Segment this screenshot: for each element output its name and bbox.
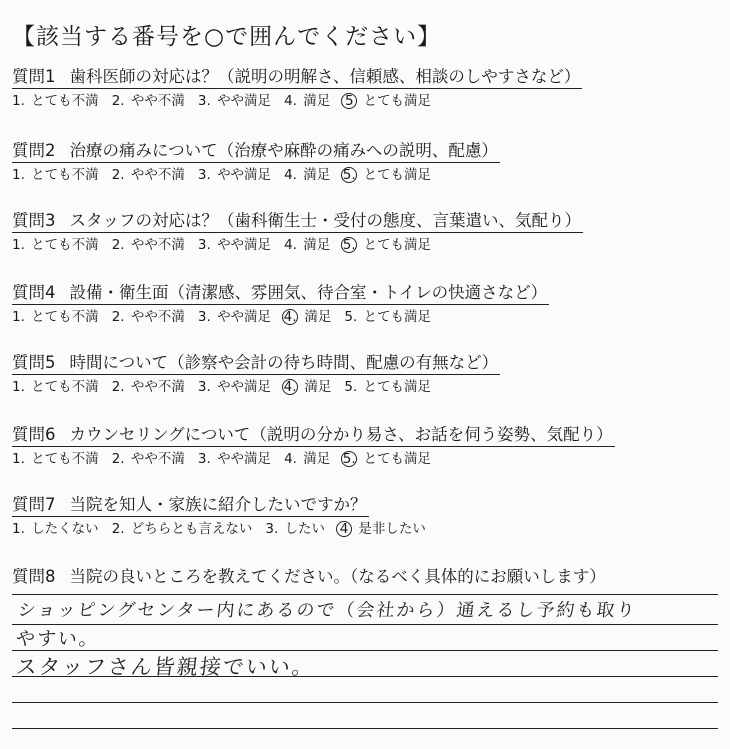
option-number: 2. <box>111 309 125 325</box>
option-number: 5. <box>344 379 358 395</box>
handwritten-answer-line-1: ショッピングセンター内にあるので（会社から）通えるし予約も取り <box>16 600 638 621</box>
option[interactable] <box>284 236 330 254</box>
option-selected[interactable] <box>343 166 431 184</box>
option-number: 5. <box>342 451 356 467</box>
option-row <box>12 378 712 396</box>
option-number: 2. <box>111 521 125 537</box>
question-heading <box>12 282 549 305</box>
option-number: 4. <box>283 309 297 325</box>
option-selected[interactable] <box>284 378 331 396</box>
option[interactable] <box>198 236 271 254</box>
option[interactable] <box>198 378 271 396</box>
option[interactable] <box>284 92 330 110</box>
option-row <box>12 166 712 184</box>
option-selected[interactable] <box>343 236 431 254</box>
question-text: 時間について（診察や会計の待ち時間、配慮の有無など） <box>69 353 499 372</box>
option-row <box>12 450 712 468</box>
option-label: とても満足 <box>363 167 432 183</box>
option[interactable] <box>12 450 99 468</box>
option-label: やや不満 <box>130 309 185 325</box>
handwritten-answer-line-3: スタッフさん皆親接でいい。 <box>14 655 317 679</box>
option-label: とても不満 <box>31 309 99 325</box>
option-label: やや不満 <box>130 379 185 395</box>
question-heading <box>12 352 500 375</box>
option-number: 3. <box>197 237 211 253</box>
option-label: 満足 <box>303 93 331 109</box>
option-label: やや満足 <box>217 93 272 109</box>
option-number: 3. <box>197 451 211 467</box>
option-label: とても不満 <box>31 451 99 467</box>
option-row <box>12 520 712 538</box>
option-number: 2. <box>111 237 125 253</box>
question-text: 歯科医師の対応は？（説明の明解さ、信頼感、相談のしやすさなど） <box>69 67 581 86</box>
option-number: 3. <box>197 309 211 325</box>
option-label: 満足 <box>303 451 331 467</box>
option[interactable] <box>12 520 99 538</box>
option[interactable] <box>12 378 99 396</box>
question-5 <box>12 352 712 396</box>
question-8 <box>12 566 712 588</box>
option-number: 2. <box>111 379 125 395</box>
option-selected[interactable] <box>343 92 431 110</box>
question-number: 質問2 <box>12 141 56 160</box>
option-number: 1. <box>12 521 25 537</box>
option-label: どちらとも言えない <box>130 521 253 537</box>
page-title: 【該当する番号を○で囲んでください】 <box>12 24 442 50</box>
option-number: 3. <box>197 167 211 183</box>
option-label: とても満足 <box>363 93 432 109</box>
question-number: 質問4 <box>12 283 56 302</box>
option[interactable] <box>112 450 185 468</box>
option-label: したくない <box>31 521 99 537</box>
option-number: 4. <box>284 237 297 253</box>
option-number: 2. <box>111 93 125 109</box>
option-number: 5 <box>341 93 357 109</box>
option-label: とても満足 <box>363 309 432 325</box>
option-number: 1. <box>12 167 25 183</box>
option[interactable] <box>344 378 431 396</box>
option-number: 1. <box>12 379 25 395</box>
answer-line <box>12 594 718 595</box>
question-text: 治療の痛みについて（治療や麻酔の痛みへの説明、配慮） <box>69 141 498 160</box>
option-selected[interactable] <box>338 520 426 538</box>
option-label: とても満足 <box>363 237 432 253</box>
option-number: 4 <box>336 521 352 537</box>
question-text: 当院の良いところを教えてください。（なるべく具体的にお願いします） <box>69 567 606 586</box>
question-7 <box>12 494 712 538</box>
option-selected[interactable] <box>343 450 431 468</box>
question-4 <box>12 282 712 326</box>
option-row <box>12 236 712 254</box>
answer-line <box>12 702 718 703</box>
option[interactable] <box>112 92 185 110</box>
option[interactable] <box>284 166 330 184</box>
question-text: スタッフの対応は？（歯科衛生士・受付の態度、言葉遣い、気配り） <box>69 211 581 230</box>
option-number: 4. <box>284 451 297 467</box>
option-number: 1. <box>12 451 25 467</box>
option-label: したい <box>284 521 326 537</box>
option-label: 満足 <box>303 167 331 183</box>
option[interactable] <box>265 520 325 538</box>
question-number: 質問5 <box>12 353 56 372</box>
option-number: 4. <box>283 379 297 395</box>
option-number: 5. <box>342 167 356 183</box>
question-heading <box>12 424 615 447</box>
option-number: 1. <box>12 237 25 253</box>
option-number: 3. <box>197 93 211 109</box>
option-label: とても不満 <box>31 93 99 109</box>
option-number: 2. <box>111 451 125 467</box>
question-heading <box>12 140 500 163</box>
option[interactable] <box>12 92 99 110</box>
question-1 <box>12 66 712 110</box>
question-number: 質問7 <box>12 495 56 514</box>
option-selected[interactable] <box>284 308 331 326</box>
question-heading <box>12 210 583 233</box>
option-number: 5. <box>344 309 358 325</box>
option-label: とても不満 <box>31 167 99 183</box>
question-6 <box>12 424 712 468</box>
option-number: 4. <box>284 93 297 109</box>
option[interactable] <box>12 236 99 254</box>
option-number: 1. <box>12 309 25 325</box>
option[interactable] <box>112 308 185 326</box>
option-label: やや不満 <box>130 451 185 467</box>
question-heading <box>12 494 369 517</box>
option-number: 4. <box>284 167 297 183</box>
option[interactable] <box>198 450 271 468</box>
answer-line <box>12 624 718 625</box>
option-label: 満足 <box>303 237 331 253</box>
option[interactable] <box>112 378 185 396</box>
option[interactable] <box>284 450 330 468</box>
option-label: やや満足 <box>217 237 272 253</box>
option-number: 1. <box>12 93 25 109</box>
option-label: やや不満 <box>130 93 185 109</box>
option[interactable] <box>344 308 431 326</box>
option-label: とても不満 <box>31 379 99 395</box>
option-label: やや満足 <box>217 167 272 183</box>
option-label: 是非したい <box>358 521 426 537</box>
handwritten-answer-line-2: やすい。 <box>14 628 102 650</box>
option-label: とても不満 <box>31 237 99 253</box>
option-label: やや満足 <box>217 309 272 325</box>
option-label: とても満足 <box>363 451 432 467</box>
question-heading <box>12 66 582 89</box>
option-row <box>12 92 712 110</box>
option[interactable] <box>198 308 271 326</box>
question-text: 設備・衛生面（清潔感、雰囲気、待合室・トイレの快適さなど） <box>69 283 548 302</box>
option-label: とても満足 <box>363 379 432 395</box>
question-2 <box>12 140 712 184</box>
question-number: 質問8 <box>12 567 56 586</box>
question-3 <box>12 210 712 254</box>
option-number: 3. <box>197 379 211 395</box>
question-8-heading <box>12 566 608 588</box>
option-label: やや不満 <box>130 237 185 253</box>
question-number: 質問3 <box>12 211 56 230</box>
option-label: やや満足 <box>217 451 272 467</box>
option[interactable] <box>112 236 185 254</box>
option-label: やや不満 <box>130 167 185 183</box>
question-text: カウンセリングについて（説明の分かり易さ、お話を伺う姿勢、気配り） <box>69 425 613 444</box>
option-number: 3. <box>265 521 279 537</box>
question-number: 質問6 <box>12 425 56 444</box>
option[interactable] <box>198 166 271 184</box>
option-label: 満足 <box>304 309 332 325</box>
option[interactable] <box>12 308 99 326</box>
option-label: 満足 <box>304 379 332 395</box>
question-number: 質問1 <box>12 67 56 86</box>
option-label: やや満足 <box>217 379 272 395</box>
option-row <box>12 308 712 326</box>
option[interactable] <box>198 92 271 110</box>
option[interactable] <box>12 166 99 184</box>
option-number: 2. <box>111 167 125 183</box>
option[interactable] <box>112 520 253 538</box>
answer-line <box>12 728 718 729</box>
option[interactable] <box>112 166 185 184</box>
question-text: 当院を知人・家族に紹介したいですか？ <box>69 495 367 514</box>
option-number: 5. <box>342 237 356 253</box>
